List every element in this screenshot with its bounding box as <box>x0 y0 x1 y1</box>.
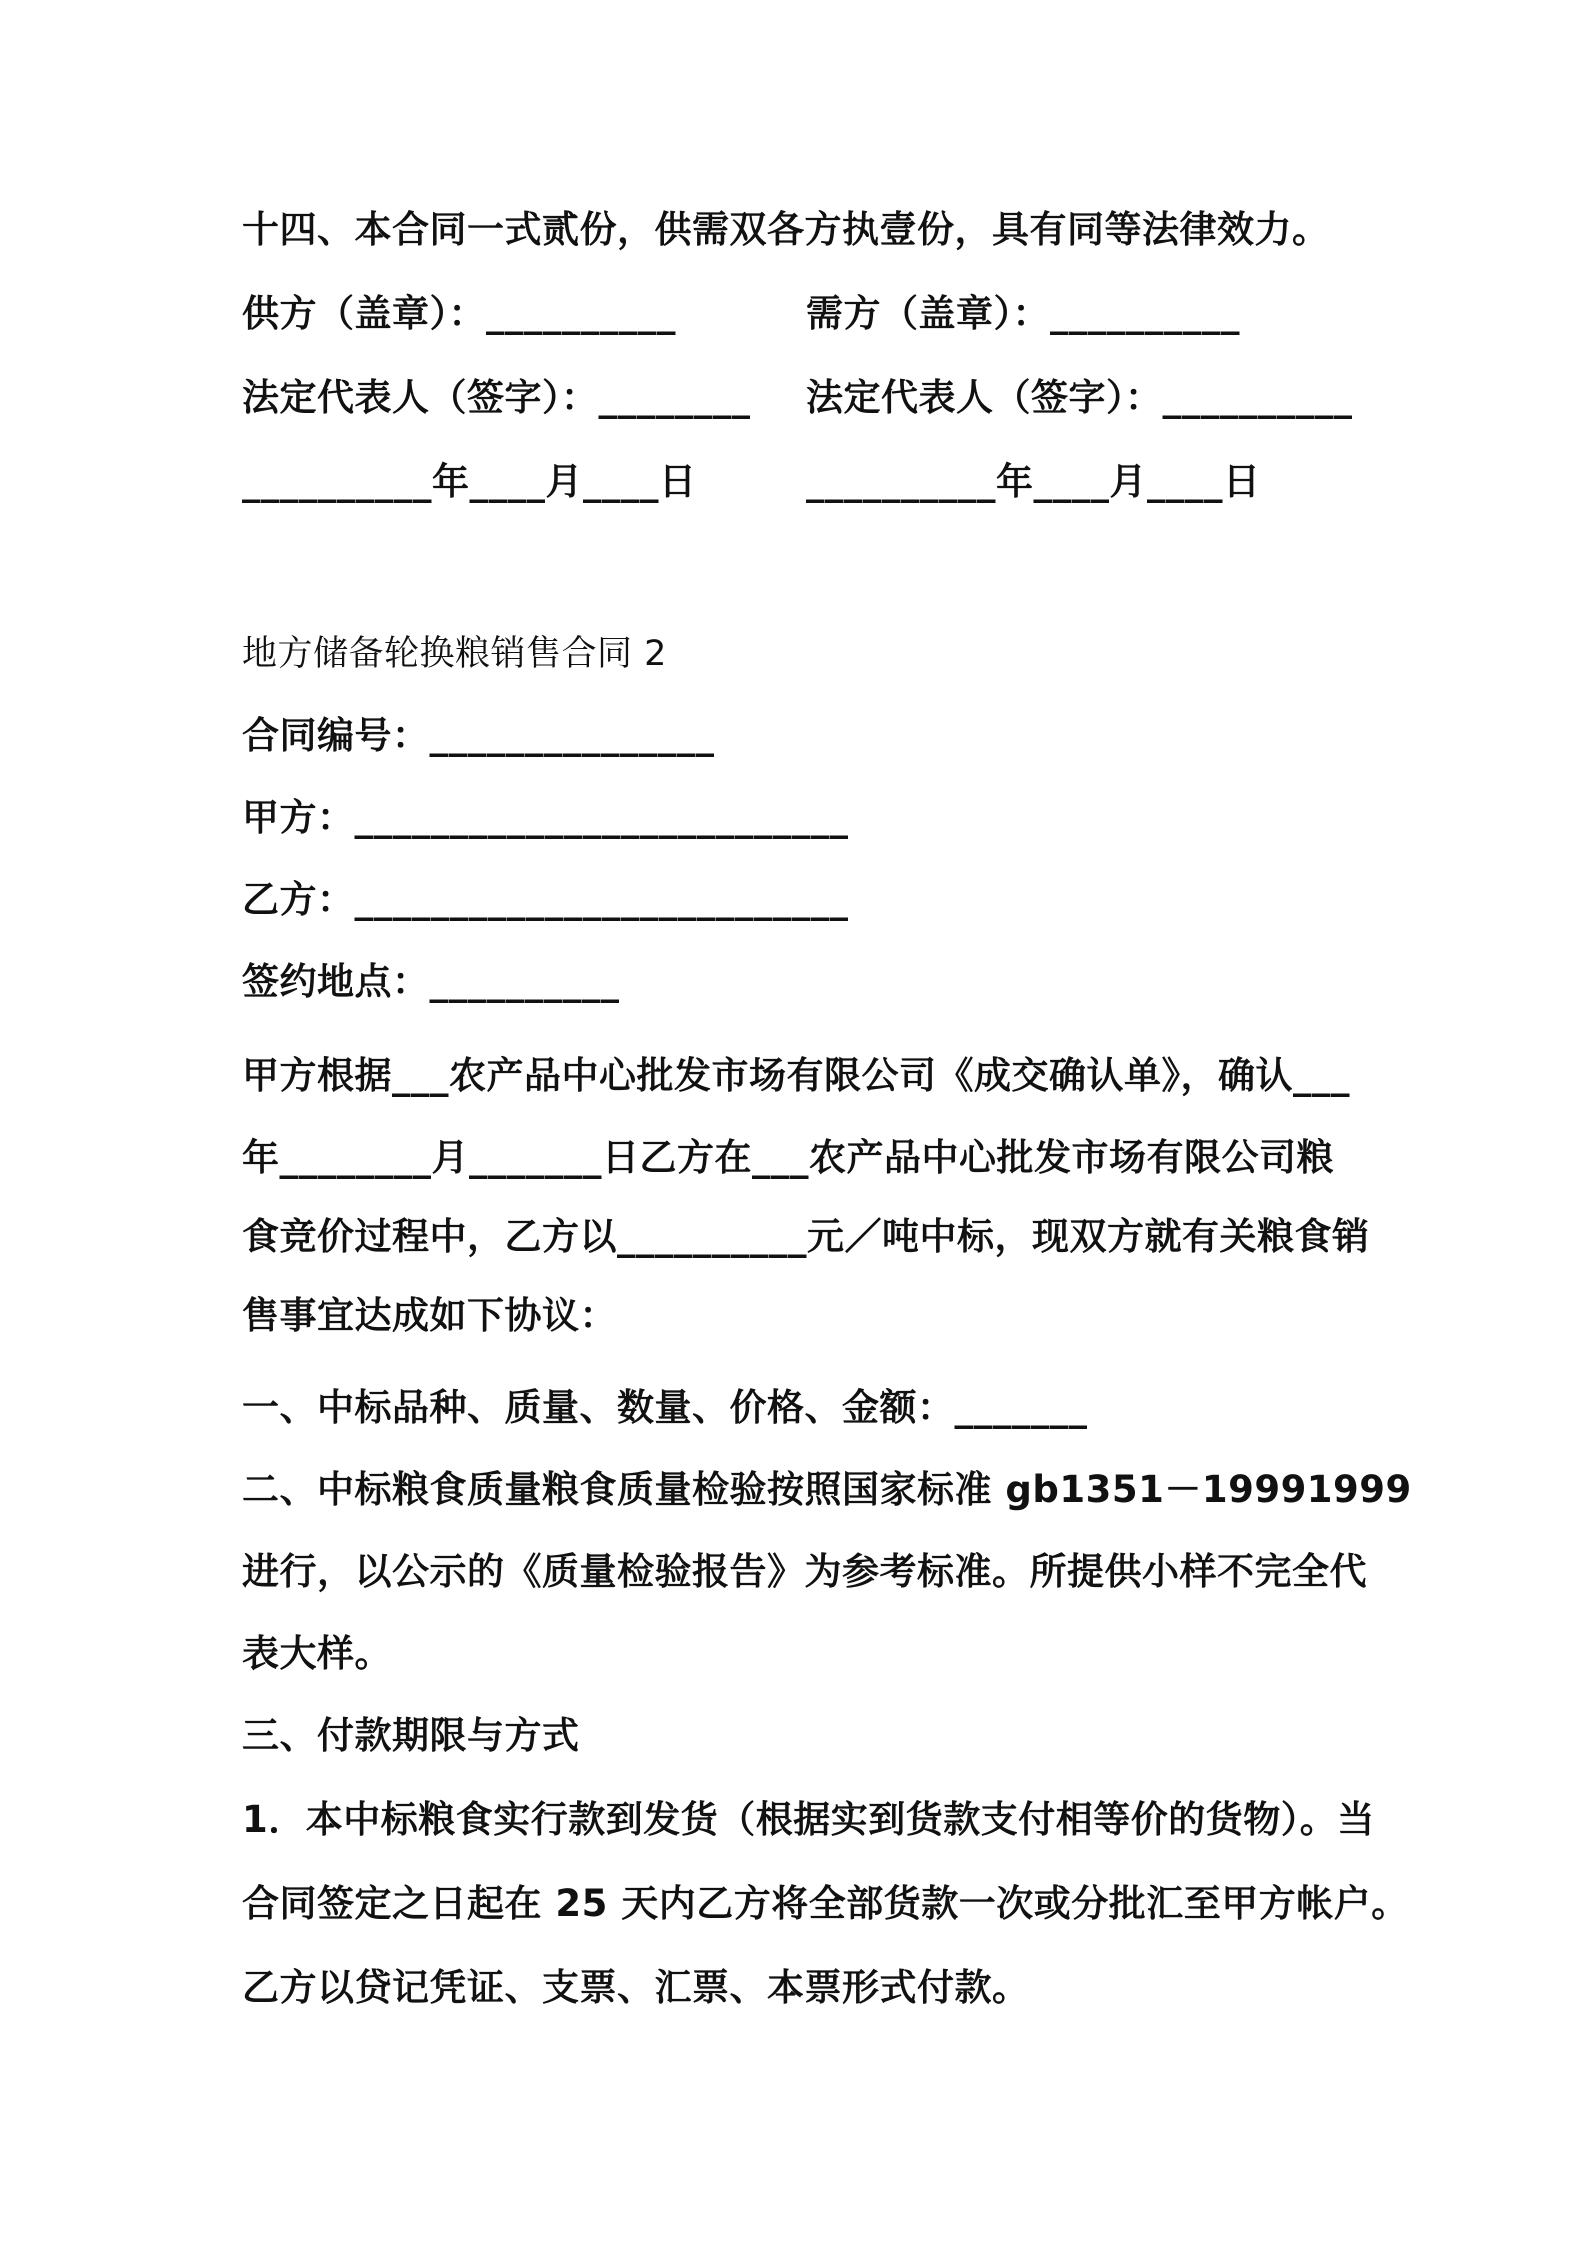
party-a-field: 甲方：__________________________ <box>242 796 849 839</box>
clause-3-1-line: 乙方以贷记凭证、支票、汇票、本票形式付款。 <box>242 1966 1030 2009</box>
clause-2-line: 表大样。 <box>242 1632 392 1675</box>
clause-3-1-line: 合同签定之日起在 25 天内乙方将全部货款一次或分批汇至甲方帐户。 <box>242 1882 1409 1925</box>
demander-representative-field: 法定代表人（签字）：__________ <box>806 376 1353 419</box>
party-b-field: 乙方：__________________________ <box>242 878 849 921</box>
supplier-date-field: __________年____月____日 <box>242 460 697 503</box>
clause-3-heading: 三、付款期限与方式 <box>242 1714 580 1757</box>
clause-3-1-line: 1．本中标粮食实行款到发货（根据实到货款支付相等价的货物）。当 <box>242 1798 1375 1841</box>
clause-2-line: 进行，以公示的《质量检验报告》为参考标准。所提供小样不完全代 <box>242 1550 1367 1593</box>
clause-14: 十四、本合同一式贰份，供需双各方执壹份，具有同等法律效力。 <box>242 208 1330 251</box>
supplier-seal-field: 供方（盖章）：__________ <box>242 292 676 335</box>
supplier-representative-field: 法定代表人（签字）：________ <box>242 376 751 419</box>
preamble-line: 甲方根据___农产品中心批发市场有限公司《成交确认单》，确认___ <box>242 1054 1350 1097</box>
demander-date-field: __________年____月____日 <box>806 460 1261 503</box>
signing-place-field: 签约地点：__________ <box>242 960 620 1003</box>
demander-seal-field: 需方（盖章）：__________ <box>806 292 1240 335</box>
preamble-line: 售事宜达成如下协议： <box>242 1294 617 1337</box>
clause-1: 一、中标品种、质量、数量、价格、金额：_______ <box>242 1386 1088 1429</box>
contract-number-field: 合同编号：_______________ <box>242 714 715 757</box>
preamble-line: 食竞价过程中，乙方以__________元／吨中标，现双方就有关粮食销 <box>242 1215 1370 1258</box>
preamble-line: 年________月_______日乙方在___农产品中心批发市场有限公司粮 <box>242 1136 1334 1179</box>
contract-title: 地方储备轮换粮销售合同 2 <box>242 634 667 674</box>
clause-2-line: 二、中标粮食质量粮食质量检验按照国家标准 gb1351－19991999 <box>242 1468 1412 1511</box>
